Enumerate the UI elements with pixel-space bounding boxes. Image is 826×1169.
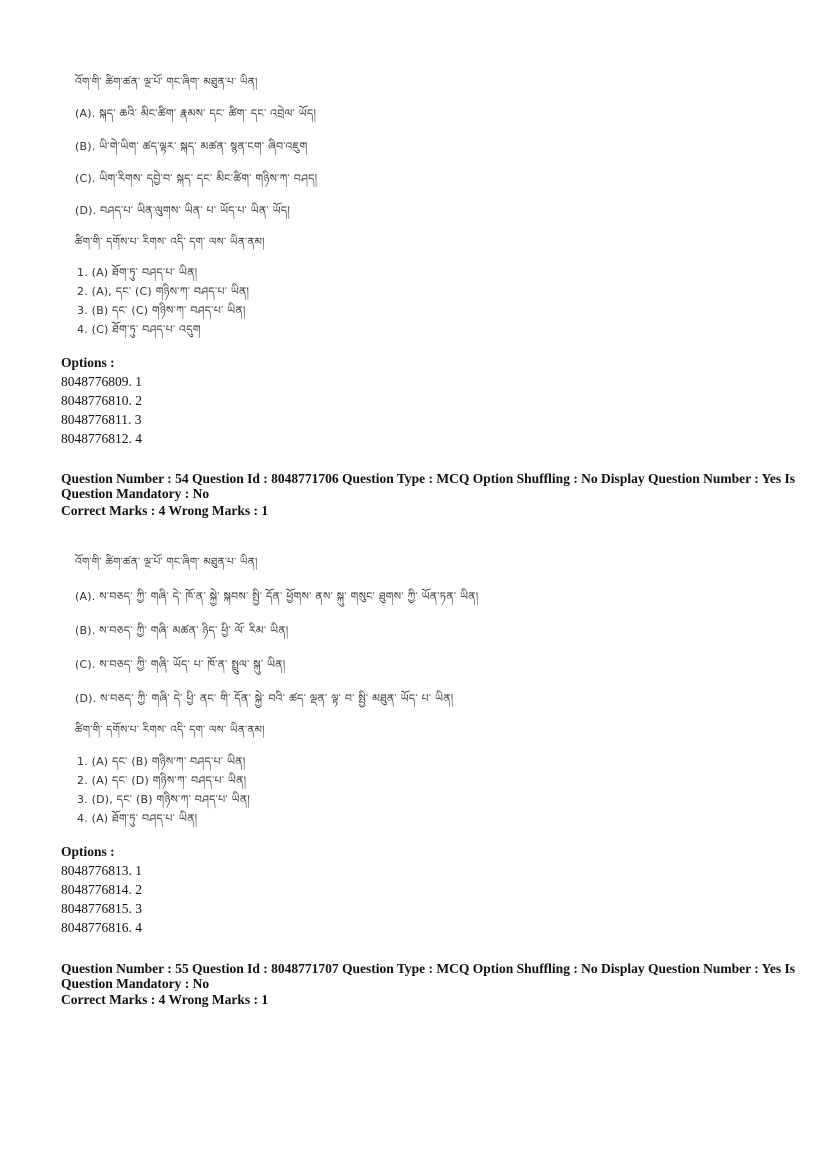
q53-stem-line: འོག་གི་ ཚིག་ཚན་ ལྔ་པོ་ གང་ཞིག་ མཐུན་པ་ ཡིན། bbox=[75, 76, 258, 88]
q53-options-label: Options : bbox=[61, 355, 115, 370]
q54-option-c: (C). ས་བཅད་ ཀྱི་ གཞི་ ཡོད་ པ་ ཁོ་ན་ སྤྲུལ་ སྐུ་ ཡིན། bbox=[75, 658, 286, 671]
q53-choice-4: 4. (C) ཐོག་ཏུ་ བཤད་པ་ འདུག bbox=[77, 323, 201, 336]
q53-answer-prompt: ཚིག་གི་ དགོས་པ་ རིགས་ འདི་ དག་ ལས་ ཡིན་ནམ། bbox=[75, 236, 265, 248]
q54-option-id-2: 8048776814. 2 bbox=[61, 882, 142, 897]
q55-header-line1: Question Number : 55 Question Id : 8048771707 Question Type : MCQ Option Shuffling : No Display Question Number : Yes Is bbox=[61, 961, 795, 976]
q54-option-b: (B). ས་བཅད་ ཀྱི་ གཞི་ མཚན་ ཉིད་ ཕྱི་ ལོ་ རིམ་ ཡིན། bbox=[75, 624, 289, 637]
q53-option-b: (B). ཡི་གེ་ཡིག་ ཚད་ལྟར་ སྐད་ མཚན་ སྙན་ངག་ ཞིབ་འཇུག bbox=[75, 140, 308, 153]
q54-choice-4: 4. (A) ཐོག་ཏུ་ བཤད་པ་ ཡིན། bbox=[77, 812, 198, 825]
q54-header-line2: Question Mandatory : No bbox=[61, 486, 210, 501]
q54-answer-prompt: ཚིག་གི་ དགོས་པ་ རིགས་ འདི་ དག་ ལས་ ཡིན་ནམ། bbox=[75, 724, 265, 736]
q54-option-a: (A). ས་བཅད་ ཀྱི་ གཞི་ དེ་ ཁོ་ན་ སྐྱེ་ སྐབས་ སྤྱི་ དོན་ ཕྱོགས་ ནས་ སྐུ་ གསུང་ ཐུགས་ ཀྱི་ ཡོན་ཏན་ ཡིན། bbox=[75, 590, 479, 603]
q54-choice-3: 3. (D), དང་ (B) གཉིས་ཀ་ བཤད་པ་ ཡིན། bbox=[77, 793, 250, 806]
q54-marks: Correct Marks : 4 Wrong Marks : 1 bbox=[61, 503, 269, 518]
q55-header-line2: Question Mandatory : No bbox=[61, 976, 210, 991]
q54-option-d: (D). ས་བཅད་ ཀྱི་ གཞི་ དེ་ ཕྱི་ ནང་ གི་ དོན་ སྐྱེ་ བའི་ ཚད་ ལྡན་ ལྟ་ བ་ སྤྱི་ མཐུན་ ཡོད་ པ་ ཡིན། bbox=[75, 692, 454, 705]
q53-option-a: (A). སྐད་ ཆའི་ མིང་ཚིག་ རྣམས་ དང་ ཚིག་ དང་ འབྲེལ་ ཡོད། bbox=[75, 107, 317, 120]
q54-choice-2: 2. (A) དང་ (D) གཉིས་ཀ་ བཤད་པ་ ཡིན། bbox=[77, 774, 247, 787]
q53-option-c: (C). ཡིག་རིགས་ དབྱེ་བ་ སྐད་ དང་ མིང་ཚིག་ གཉིས་ཀ་ བཤད། bbox=[75, 172, 318, 185]
q53-option-id-1: 8048776809. 1 bbox=[61, 374, 142, 389]
q54-header-line1: Question Number : 54 Question Id : 8048771706 Question Type : MCQ Option Shuffling : No Display Question Number : Yes Is bbox=[61, 471, 795, 486]
q54-stem-line: འོག་གི་ ཚིག་ཚན་ ལྔ་པོ་ གང་ཞིག་ མཐུན་པ་ ཡིན། bbox=[75, 556, 258, 568]
q54-option-id-4: 8048776816. 4 bbox=[61, 920, 142, 935]
q53-choice-3: 3. (B) དང་ (C) གཉིས་ཀ་ བཤད་པ་ ཡིན། bbox=[77, 304, 246, 317]
q54-choice-1: 1. (A) དང་ (B) གཉིས་ཀ་ བཤད་པ་ ཡིན། bbox=[77, 755, 246, 768]
q53-option-id-4: 8048776812. 4 bbox=[61, 431, 142, 446]
q55-marks: Correct Marks : 4 Wrong Marks : 1 bbox=[61, 992, 269, 1007]
q53-option-id-3: 8048776811. 3 bbox=[61, 412, 142, 427]
q53-choice-2: 2. (A), དང་ (C) གཉིས་ཀ་ བཤད་པ་ ཡིན། bbox=[77, 285, 250, 298]
q54-options-label: Options : bbox=[61, 844, 115, 859]
q54-option-id-3: 8048776815. 3 bbox=[61, 901, 142, 916]
q54-option-id-1: 8048776813. 1 bbox=[61, 863, 142, 878]
q53-choice-1: 1. (A) ཐོག་ཏུ་ བཤད་པ་ ཡིན། bbox=[77, 266, 198, 279]
q53-option-id-2: 8048776810. 2 bbox=[61, 393, 142, 408]
q53-option-d: (D). བཤད་པ་ ཡིན་ལུགས་ ཡིན་ པ་ ཡོད་པ་ ཡིན་ ཡོད། bbox=[75, 204, 291, 217]
